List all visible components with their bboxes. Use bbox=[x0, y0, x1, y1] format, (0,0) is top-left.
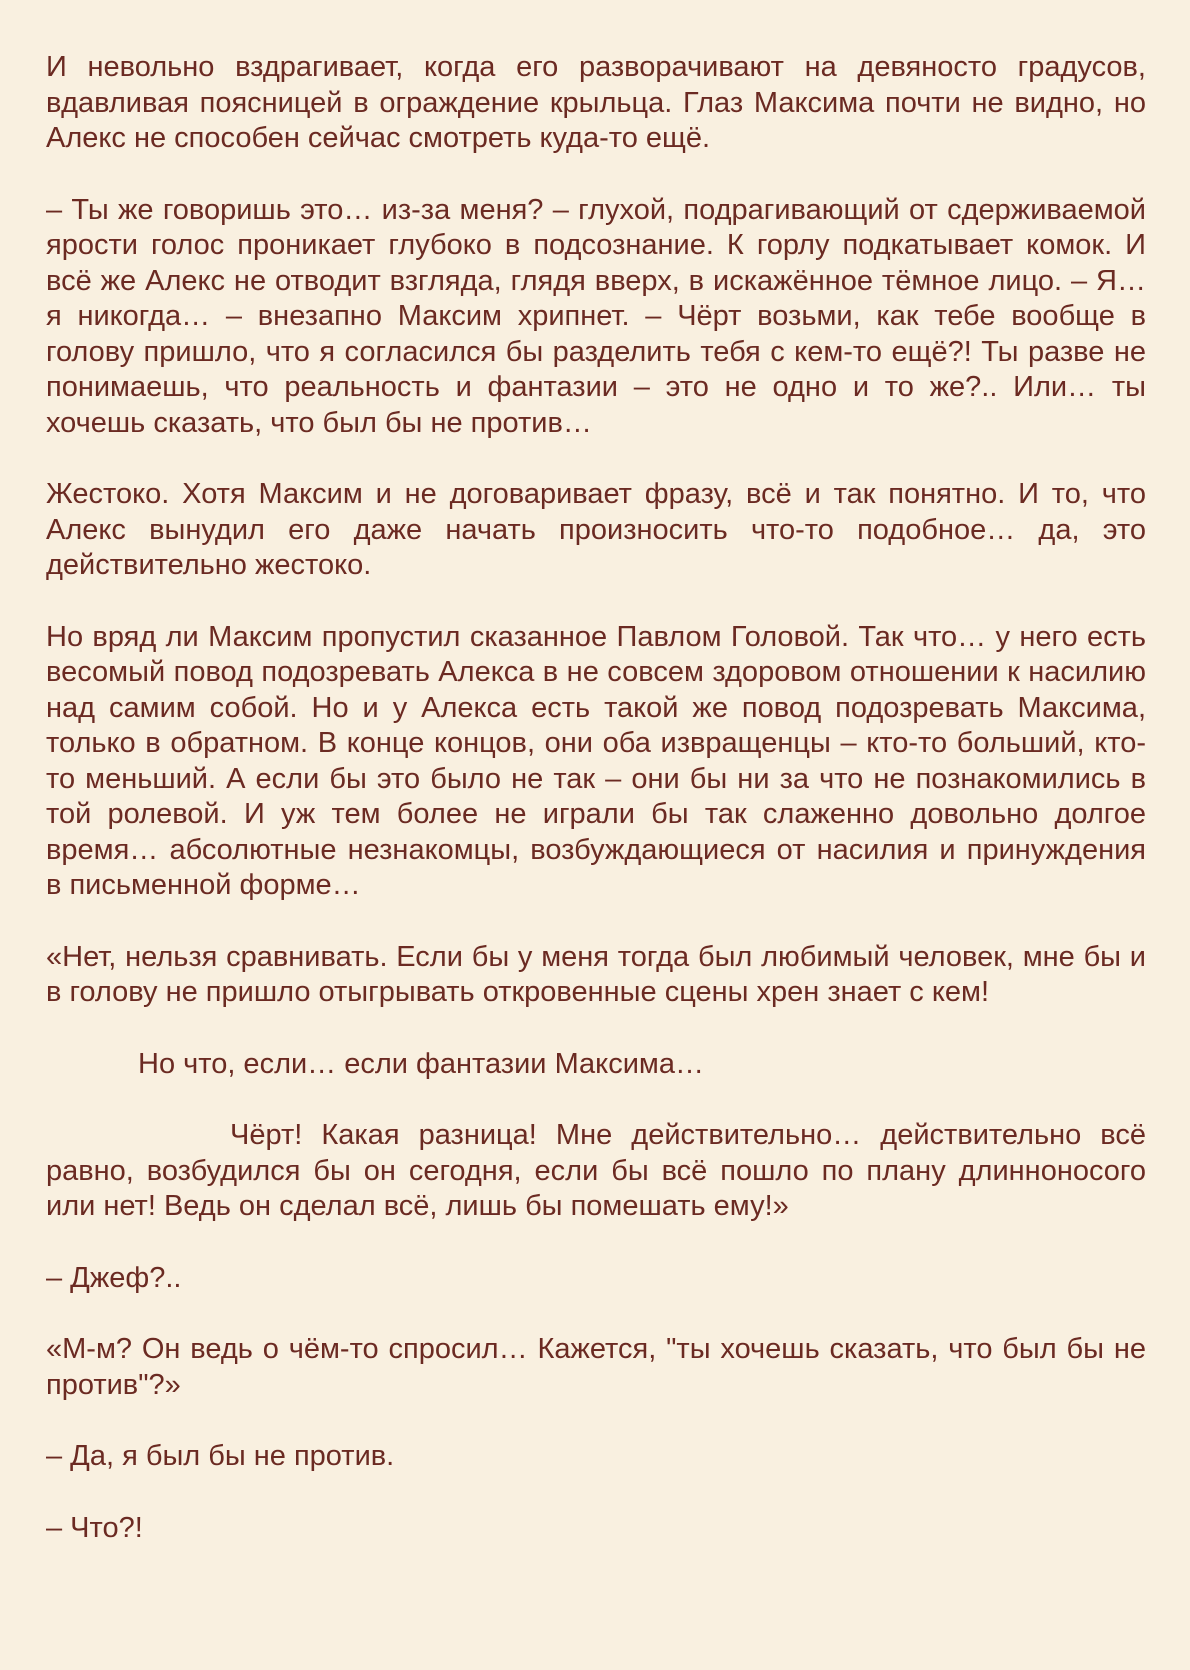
paragraph-9: «М-м? Он ведь о чём-то спросил… Кажется, "ты хочешь сказать, что был бы не против"?» bbox=[46, 1333, 1146, 1401]
paragraph-10: – Да, я был бы не против. bbox=[46, 1440, 395, 1472]
paragraph-5: «Нет, нельзя сравнивать. Если бы у меня тогда был любимый человек, мне бы и в голову не пришло отыгрывать откровенные сцены хрен знает с кем! bbox=[46, 940, 1146, 1008]
paragraph-8: – Джеф?.. bbox=[46, 1261, 182, 1294]
document-page bbox=[46, 50, 1146, 1582]
paragraph-6: Но что, если… если фантазии Максима… bbox=[138, 1047, 704, 1080]
paragraph-2: – Ты же говоришь это… из-за меня? – глухой, подрагивающий от сдерживаемой ярости голос проникает глубоко в подсознание. К горлу подкатывает комок. И всё же Алекс не отводит взгляда, глядя вверх, в искажённое тёмное лицо. – Я… я никогда… – внезапно Максим хрипнет. – Чёрт возьми, как тебе вообще в голову пришло, что я согласился бы разделить тебя с кем-то ещё?! Ты разве не понимаешь, что реальность и фантазии – это не одно и то же?.. Или… ты хочешь сказать, что был бы не против… bbox=[46, 193, 1146, 439]
paragraph-4: Но вряд ли Максим пропустил сказанное Павлом Головой. Так что… у него есть весомый повод подозревать Алекса в не совсем здоровом отношении к насилию над самим собой. Но и у Алекса есть такой же повод подозревать Максима, только в обратном. В конце концов, они оба извращенцы – кто-то больший, кто-то меньший. А если бы это было не так – они бы ни за что не познакомились в той ролевой. И уж тем более не играли бы так слаженно довольно долгое время… абсолютные незнакомцы, возбуждающиеся от насилия и принуждения в письменной форме… bbox=[46, 620, 1146, 901]
paragraph-11: – Что?! bbox=[46, 1511, 143, 1544]
paragraph-7: Чёрт! Какая разница! Мне действительно… действительно всё равно, возбудился бы он сегодня, если бы всё пошло по плану длинноносого или нет! Ведь он сделал всё, лишь бы помешать ему!» bbox=[46, 1119, 1146, 1222]
paragraph-3: Жестоко. Хотя Максим и не договаривает фразу, всё и так понятно. И то, что Алекс вынудил его даже начать произносить что-то подобное… да, это действительно жестоко. bbox=[46, 478, 1146, 581]
paragraph-1: И невольно вздрагивает, когда его разворачивают на девяносто градусов, вдавливая поясницей в ограждение крыльца. Глаз Максима почти не видно, но Алекс не способен сейчас смотреть куда-то ещё. bbox=[46, 51, 1146, 154]
